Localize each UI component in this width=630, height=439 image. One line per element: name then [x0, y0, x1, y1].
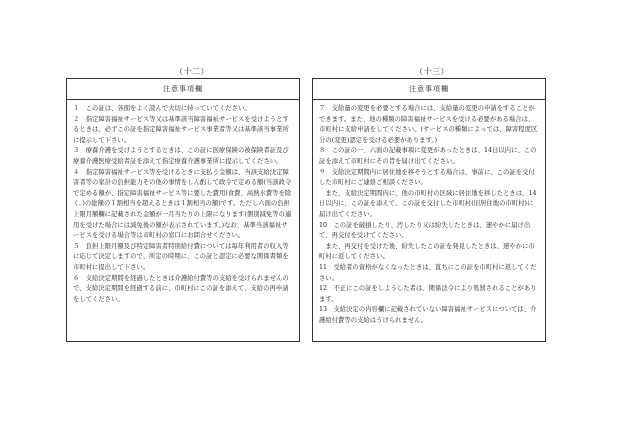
right-panel-header: 注意事項欄 [313, 79, 545, 100]
right-panel-body [313, 100, 545, 326]
left-panel-header: 注意事項欄 [67, 79, 299, 100]
right-notes-panel [312, 78, 546, 342]
right-page-number: （十三） [415, 67, 449, 76]
notice-item-7: ７ 支給量の変更を必要とする場合には、支給量の変更の申請をすることができます。また、他の種類の障害福祉サービスを受ける必要がある場合は、市町村に支給申請をしてください。(サービスの種類によっては、障害程度区分の(変更)認定を受ける必要があります。) [319, 105, 538, 144]
notice-item-9: ９ 支給決定期間内に居住地を移そうとする場合は、事前に、この証を交付した市町村にご連絡ご相談ください。 [319, 168, 535, 187]
notice-item-13: 13 支給決定の内容欄に記載されていない障害福祉サービスについては、介護給付費等の支給はうけられません。 [319, 306, 537, 324]
notice-item-6: ６ 支給決定期間を経過したときは介護給付費等の支給を受けられませんので、支給決定期間を経過する前に、市町村にこの証を添えて、支給の再申請をしてください。 [73, 274, 289, 303]
left-page-number: （十二） [175, 67, 209, 76]
notice-item-12: 12 不正にこの証をしようした者は、関係法令により処罰されることがあります。 [319, 285, 537, 303]
left-notes-panel [66, 78, 300, 342]
notice-item-11: 11 受給者の資格がなくなったときは、直ちにこの証を市町村に返してください。 [319, 263, 537, 282]
notice-item-9-continued: また、支給決定期間内に、他の市町村の区域に居住地を移したときは、14日以内に、この証を添えて、この証を交付した市町村(旧居住地の市町村)に届け出てください。 [319, 189, 537, 218]
notice-item-3: ３ 療養介護を受けようとするときは、この証に医療保険の被保険者証及び療養介護医療受給者証を添えて指定療養介護事業所に提示してください。 [73, 147, 289, 165]
notice-item-1: １ この証は、各面をよく読んで大切に持っていてください。 [73, 105, 251, 112]
notice-item-8: ８ この証の一、六面の記載事項に変更があったときは、14日以内に、この証を添えて市町村にその旨を届け出てください。 [319, 147, 537, 165]
notice-item-5: ５ 負担上限月額及び特定障害者特別給付費については毎年利用者の収入等に応じて決定しますので、所定の時期に、この証と認定に必要な関係書類を市町村に提出して下さい。 [73, 242, 289, 271]
notice-item-10-continued: また、再交付を受けた後、紛失したこの証を発見したときは、速やかに市町村に返してください。 [319, 242, 535, 261]
notice-item-2: ２ 指定障害福祉サービス等又は基準該当障害福祉サービスを受けようとするときは、必ずこの証を指定障害福祉サービス事業者等又は基準該当事業所に提示して下さい。 [73, 115, 289, 144]
left-panel-body [67, 100, 299, 305]
notice-item-10: 10 この証を破損したり、汚したり又は紛失したときは、速やかに届け出て、再交付を受けてください。 [319, 221, 531, 240]
notice-item-4: ４ 指定障害福祉サービス等を受けるときに支払う金額は、当該支給決定障害者等の家計の負担能力その他の事情をしん酌して政令で定める額(当該政令で定める額が、指定障害福祉サービス等に要した費用(食費、高熱水費等を除く。)の総額の１割相当を超えるときは１割相当の額)です。ただし六面の負担上限月額欄に記載された金額が一月当たりの上限になります(個別減免等の適用を受けた場合には減免後の額が表示されています。)なお、基準当該福祉サービスを受ける場合等は市町村の窓口にお問合せください。 [73, 168, 292, 240]
